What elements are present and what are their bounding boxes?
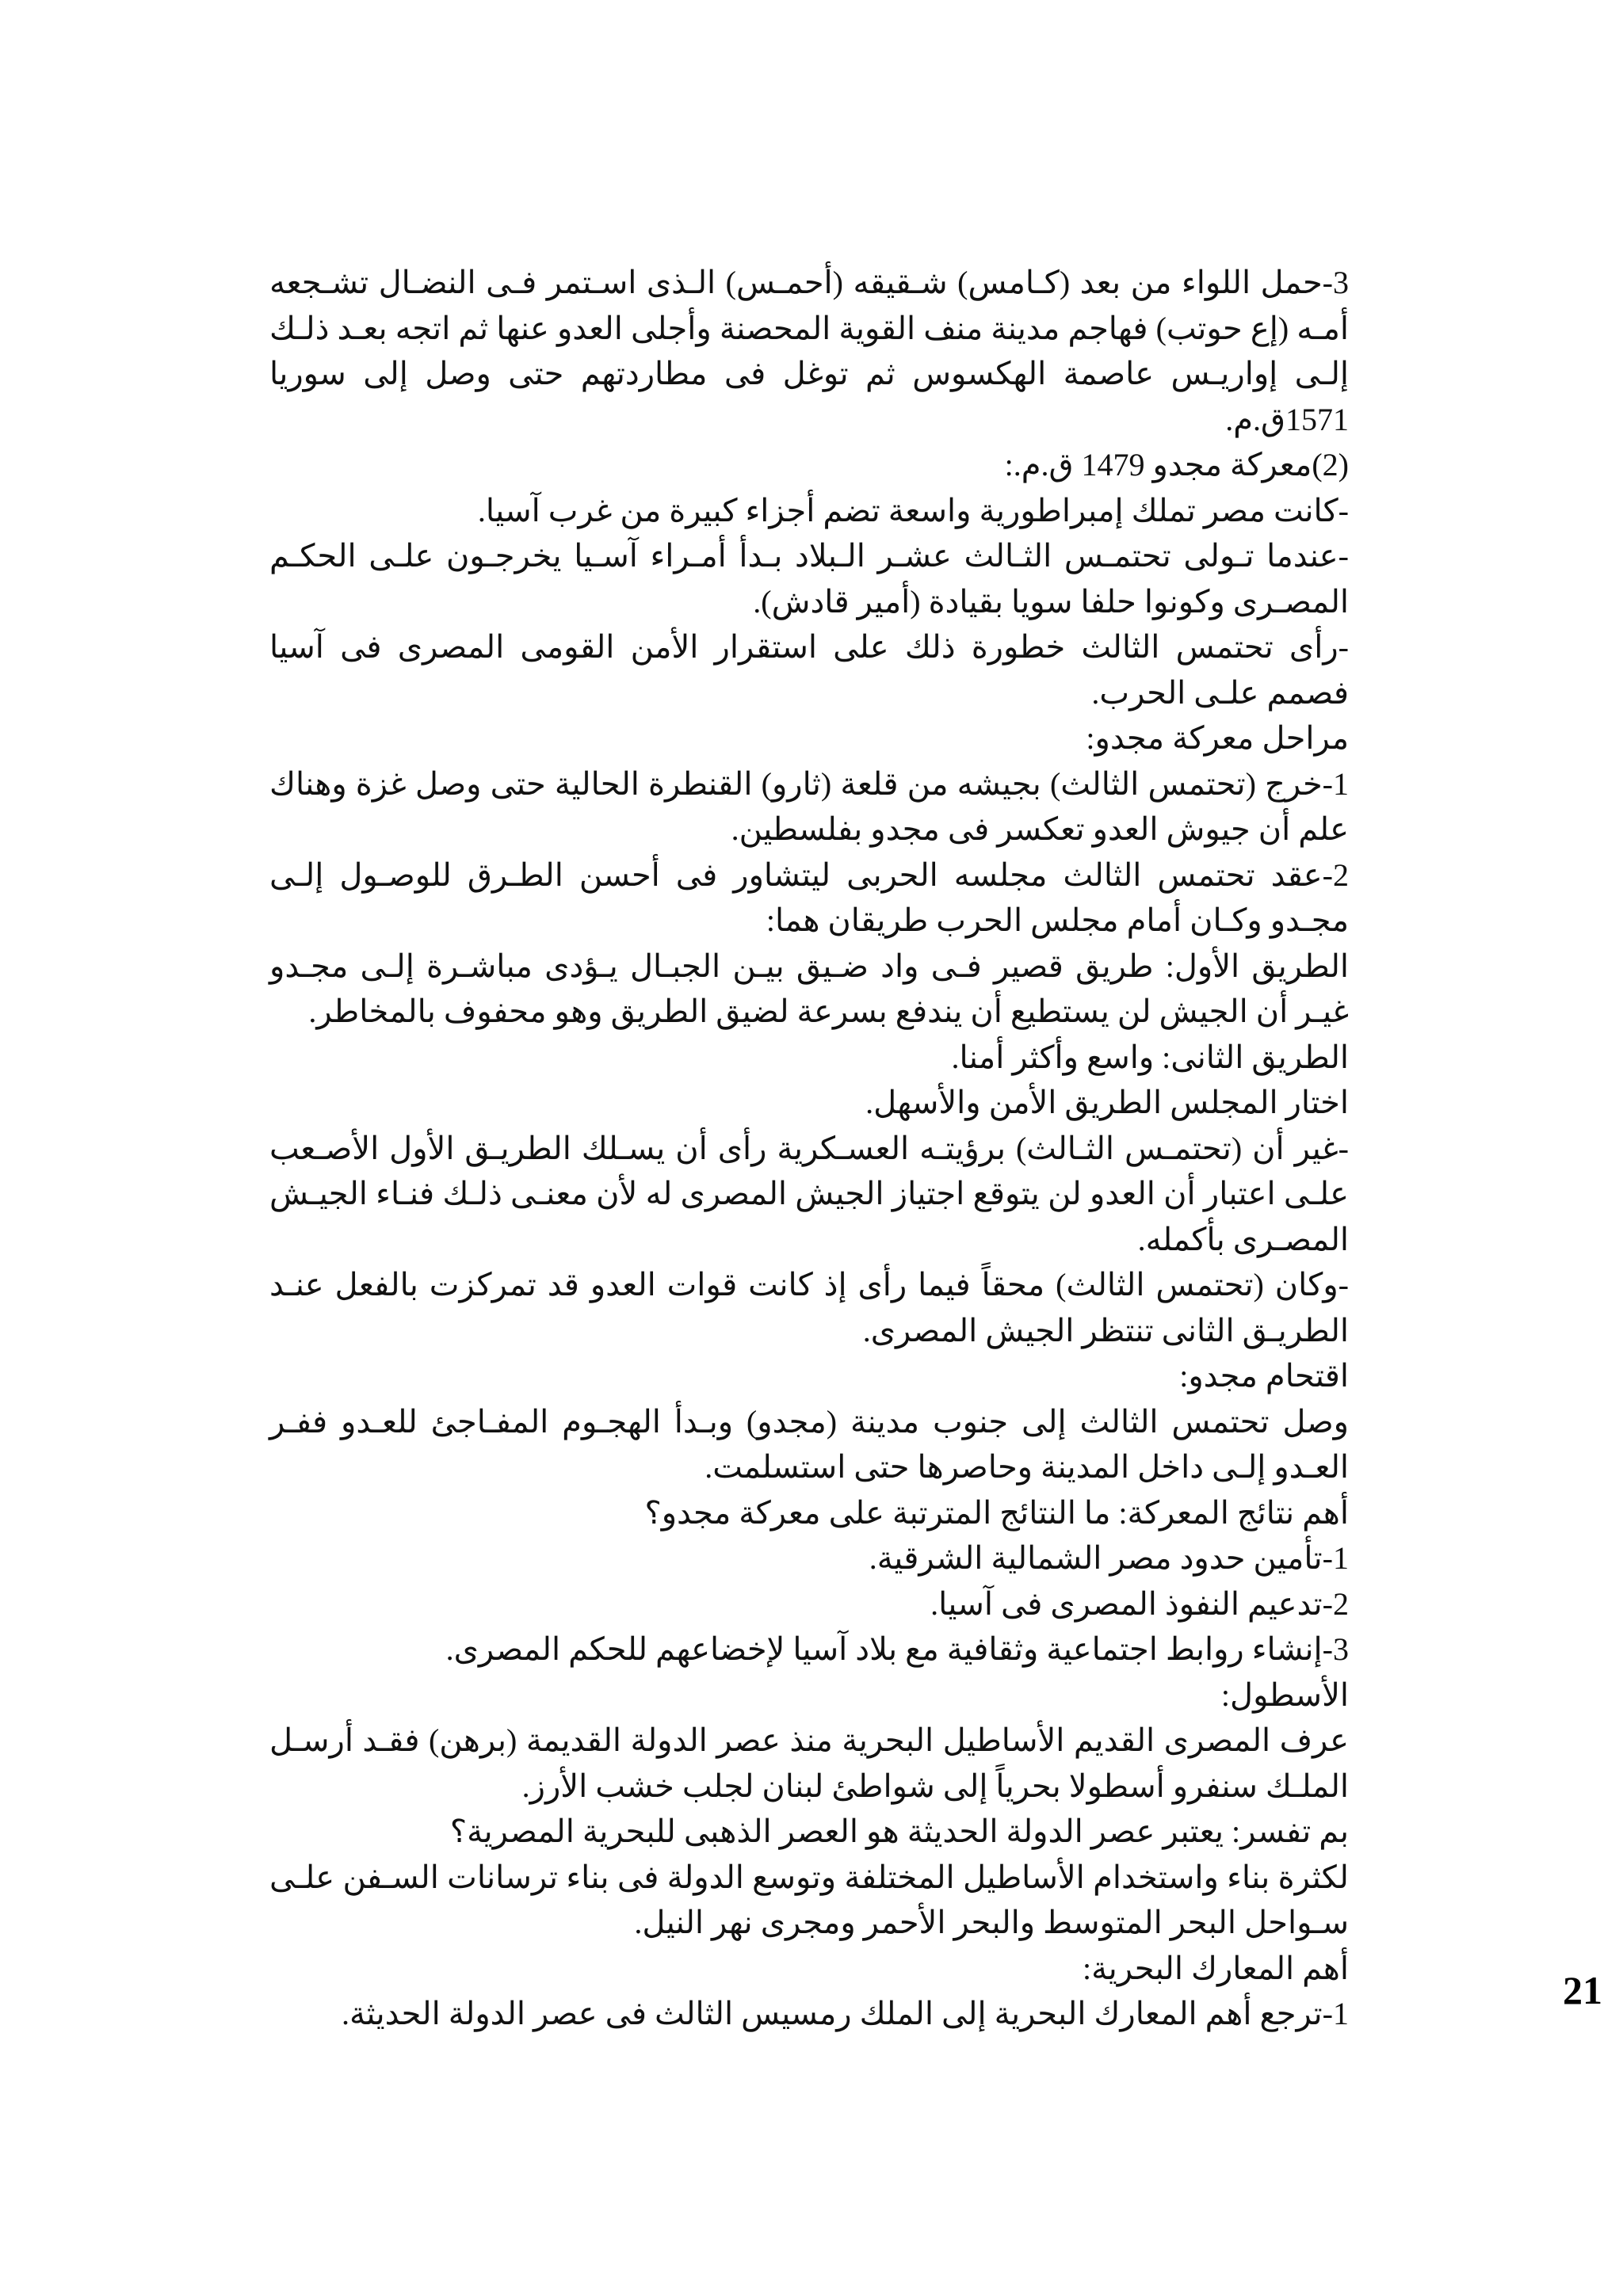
paragraph: -كانت مصر تملك إمبراطورية واسعة تضم أجزاء كبيرة من غرب آسيا. (477, 492, 1349, 528)
paragraph: لكثرة بناء واستخدام الأساطيل المختلفة وتوسع الدولة فى بناء ترسانات السـفن علـى سـواحل البحر المتوسط والبحر الأحمر ومجرى نهر النيل. (269, 1859, 1349, 1940)
list-item: 3-إنشاء روابط اجتماعية وثقافية مع بلاد آسيا لإخضاعهم للحكم المصرى. (445, 1631, 1349, 1667)
paragraph: -غير أن (تحتمـس الثـالث) برؤيتـه العسـكرية رأى أن يسـلك الطريـق الأول الأصـعب علـى اعتبار أن العدو لن يتوقع اجتياز الجيش المصرى له لأن معنـى ذلـك فنـاء الجيـش المصـرى بأكمله. (269, 1130, 1349, 1257)
section-heading: مراحل معركة مجدو: (1086, 720, 1349, 756)
paragraph: -عندما تـولى تحتمـس الثـالث عشـر الـبلاد بـدأ أمـراء آسـيا يخرجـون علـى الحكـم المصـرى وكونوا حلفا سويا بقيادة (أمير قادش). (269, 538, 1349, 620)
paragraph: 1-ترجع أهم المعارك البحرية إلى الملك رمسيس الثالث فى عصر الدولة الحديثة. (341, 1996, 1349, 2031)
list-item: 2-تدعيم النفوذ المصرى فى آسيا. (930, 1585, 1349, 1622)
body-text (269, 260, 1349, 2037)
paragraph: 1-خرج (تحتمس الثالث) بجيشه من قلعة (ثارو) القنطرة الحالية حتى وصل غزة وهناك علم أن جيوش العدو تعكسر فى مجدو بفلسطين. (269, 765, 1349, 847)
section-heading: (2)معركة مجدو 1479 ق.م.: (1004, 447, 1349, 482)
paragraph: أهم نتائج المعركة: ما النتائج المترتبة على معركة مجدو؟ (644, 1494, 1349, 1531)
paragraph: الطريق الثانى: واسع وأكثر أمنا. (951, 1039, 1349, 1075)
page-number: 21 (1563, 1968, 1602, 2012)
paragraph: وصل تحتمس الثالث إلى جنوب مدينة (مجدو) وبـدأ الهجـوم المفـاجئ للعـدو ففـر العـدو إلـى داخل المدينة وحاصرها حتى استسلمت. (269, 1403, 1349, 1485)
paragraph: بم تفسر: يعتبر عصر الدولة الحديثة هو العصر الذهبى للبحرية المصرية؟ (449, 1814, 1349, 1849)
paragraph: الطريق الأول: طريق قصير فـى واد ضـيق بيـن الجبـال يـؤدى مباشـرة إلـى مجـدو غيـر أن الجيش لن يستطيع أن يندفع بسرعة لضيق الطريق وهو محفوف بالمخاطر. (269, 948, 1349, 1029)
section-heading: اقتحام مجدو: (1179, 1358, 1349, 1394)
paragraph: -رأى تحتمس الثالث خطورة ذلك على استقرار الأمن القومى المصرى فى آسيا فصمم علـى الحرب. (269, 629, 1349, 711)
list-item: 1-تأمين حدود مصر الشمالية الشرقية. (869, 1540, 1349, 1576)
paragraph: اختار المجلس الطريق الأمن والأسهل. (865, 1085, 1349, 1120)
section-heading: أهم المعارك البحرية: (1083, 1950, 1349, 1986)
section-heading: الأسطول: (1220, 1676, 1349, 1713)
paragraph: عرف المصرى القديم الأساطيل البحرية منذ عصر الدولة القديمة (برهن) فقـد أرسـل الملـك سنفرو أسطولا بحرياً إلى شواطئ لبنان لجلب خشب الأرز. (269, 1722, 1349, 1804)
paragraph: 3-حمل اللواء من بعد (كـامس) شـقيقه (أحمـس) الـذى اسـتمر فـى النضـال تشـجعه أمـه (إع حوتب) فهاجم مدينة منف القوية المحصنة وأجلى العدو عنها ثم اتجه بعـد ذلـك إلـى إواريـس عاصمة الهكسوس ثم توغل فى مطاردتهم حتى وصل إلى سوريا 1571ق.م. (269, 265, 1349, 437)
paragraph: -وكان (تحتمس الثالث) محقاً فيما رأى إذ كانت قوات العدو قد تمركزت بالفعل عنـد الطريـق الثانى تنتظر الجيش المصرى. (269, 1267, 1349, 1348)
paragraph: 2-عقد تحتمس الثالث مجلسه الحربى ليتشاور فى أحسن الطـرق للوصـول إلـى مجـدو وكـان أمام مجلس الحرب طريقان هما: (269, 856, 1349, 938)
